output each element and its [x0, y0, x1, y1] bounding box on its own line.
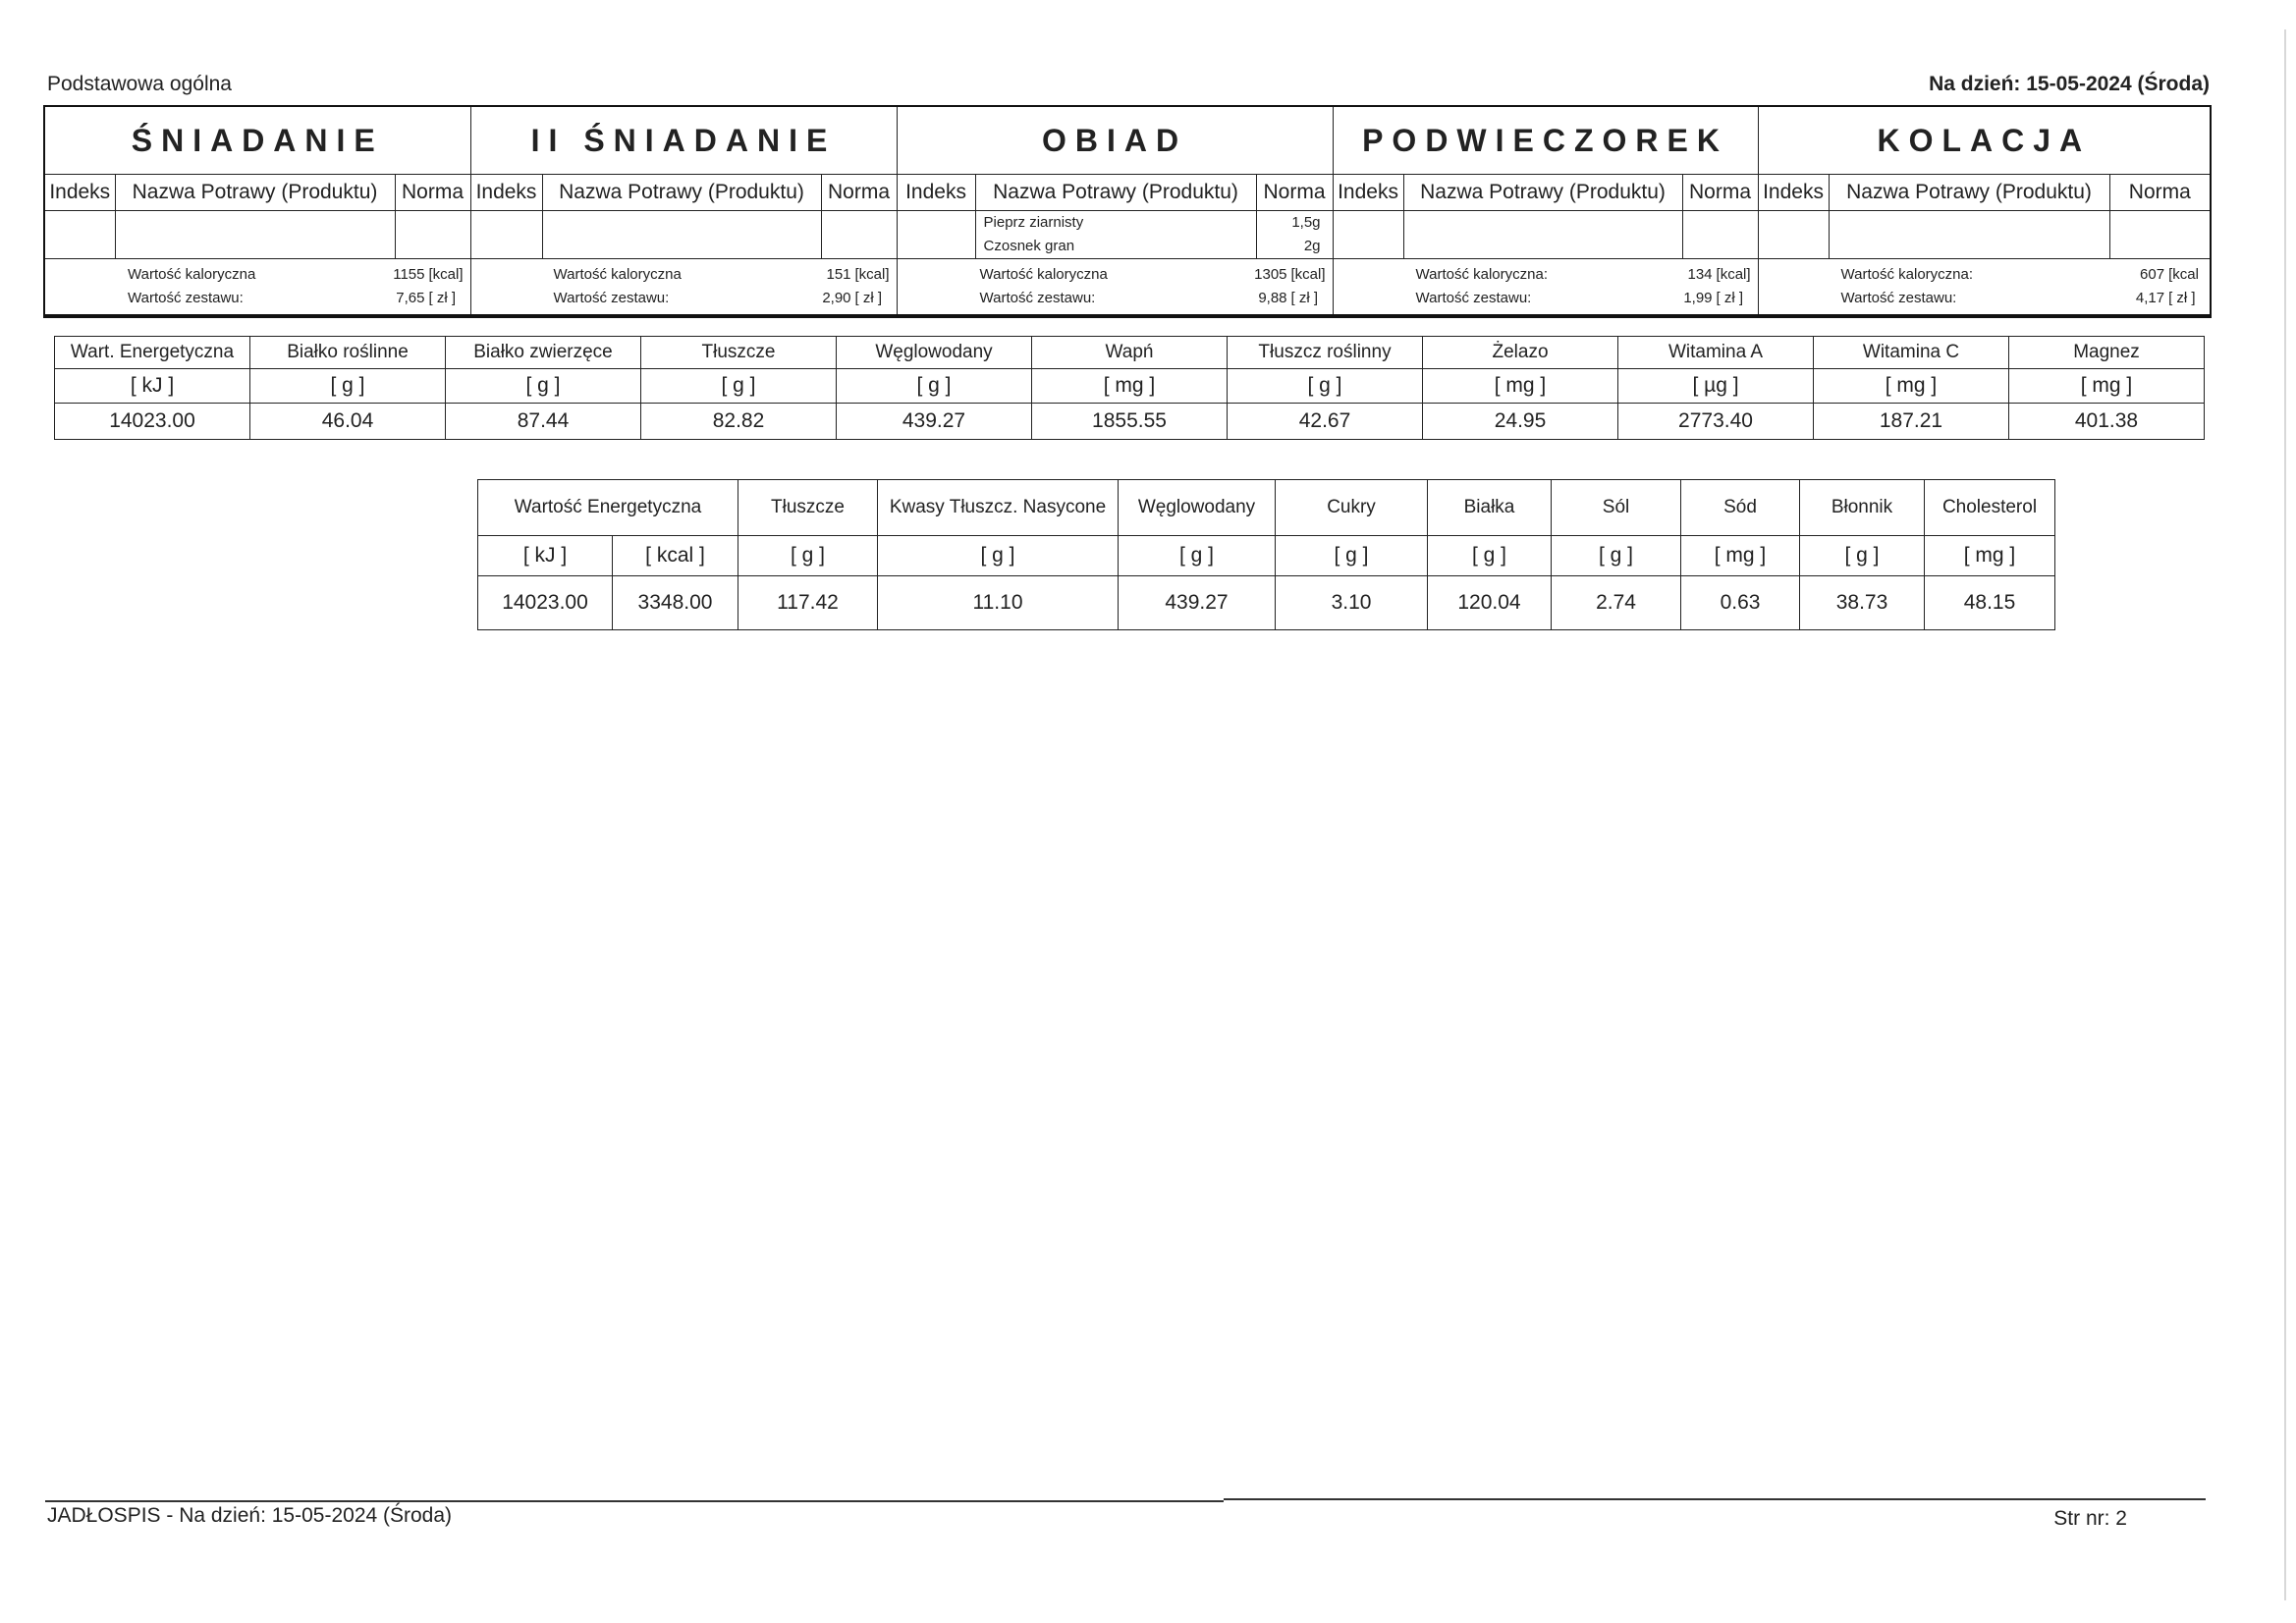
- col-header-name: Nazwa Potrawy (Produktu): [975, 175, 1256, 211]
- calorie-value: 607: [2140, 266, 2165, 283]
- footer-divider: [45, 1500, 1224, 1502]
- meal-products-row: [44, 211, 2211, 259]
- calorie-unit: [kcal]: [1716, 266, 1751, 283]
- nutrient-value: 2773.40: [1618, 404, 1814, 440]
- nutrient-header: Węglowodany: [1119, 480, 1276, 536]
- nutrient-header: Sód: [1681, 480, 1800, 536]
- meal-summary-row: [44, 259, 2211, 317]
- col-header-name: Nazwa Potrawy (Produktu): [1403, 175, 1682, 211]
- cost-unit: [ zł ]: [1716, 290, 1744, 306]
- nutrient-unit: [ g ]: [1428, 536, 1552, 576]
- product-name: Czosnek gran: [983, 238, 1075, 254]
- nutrient-value: 439.27: [1119, 576, 1276, 630]
- nutrient-unit: [ mg ]: [1423, 369, 1618, 404]
- product-index-cell: [897, 211, 975, 259]
- meal-summary-second-breakfast: [470, 259, 897, 317]
- nutrient-header: Błonnik: [1800, 480, 1925, 536]
- nutrient-value: 3348.00: [613, 576, 738, 630]
- nutrient-header-row: [478, 480, 2055, 536]
- footer-title: JADŁOSPIS - Na dzień: 15-05-2024 (Środa): [47, 1504, 453, 1527]
- nutrient-unit-row: [55, 369, 2205, 404]
- nutrient-value: 439.27: [837, 404, 1032, 440]
- meal-title-breakfast: ŚNIADANIE: [44, 106, 470, 175]
- cost-label: Wartość zestawu:: [553, 290, 670, 306]
- col-header-index: Indeks: [44, 175, 115, 211]
- col-header-norm: Norma: [2109, 175, 2211, 211]
- cost-value: 7,65: [396, 290, 425, 306]
- nutrient-value: 87.44: [446, 404, 641, 440]
- nutrient-unit: [ kcal ]: [613, 536, 738, 576]
- calorie-value: 151: [826, 266, 851, 283]
- meal-title-afternoon-snack: PODWIECZOREK: [1333, 106, 1758, 175]
- meal-column-header-row: [44, 175, 2211, 211]
- nutrient-unit: [ kJ ]: [55, 369, 250, 404]
- col-header-name: Nazwa Potrawy (Produktu): [542, 175, 821, 211]
- product-norm-cell: [821, 211, 897, 259]
- col-header-index: Indeks: [897, 175, 975, 211]
- product-index-cell: [1333, 211, 1403, 259]
- meal-table: [43, 105, 2212, 318]
- product-name-cell: [1403, 211, 1682, 259]
- product-norm: 2g: [1303, 238, 1321, 254]
- footer-divider: [1224, 1498, 2206, 1500]
- cost-value: 1,99: [1683, 290, 1713, 306]
- nutrient-value: 82.82: [641, 404, 837, 440]
- calorie-label: Wartość kaloryczna:: [1415, 266, 1548, 283]
- product-index-cell: [1758, 211, 1829, 259]
- nutrient-unit: [ g ]: [1276, 536, 1428, 576]
- menu-date-label: Na dzień: 15-05-2024 (Środa): [1929, 73, 2210, 95]
- nutrient-unit: [ g ]: [1552, 536, 1681, 576]
- col-header-name: Nazwa Potrawy (Produktu): [115, 175, 395, 211]
- nutrient-value: 11.10: [878, 576, 1119, 630]
- diet-type-label: Podstawowa ogólna: [47, 73, 232, 95]
- nutrient-unit: [ kJ ]: [478, 536, 613, 576]
- cost-value: 9,88: [1258, 290, 1287, 306]
- nutrient-unit: [ g ]: [250, 369, 446, 404]
- nutrient-value: 3.10: [1276, 576, 1428, 630]
- cost-value: 2,90: [822, 290, 851, 306]
- nutrient-header: Wapń: [1032, 337, 1228, 369]
- nutrient-header: Żelazo: [1423, 337, 1618, 369]
- nutrient-header: Węglowodany: [837, 337, 1032, 369]
- nutrient-value-row: [478, 576, 2055, 630]
- nutrient-header: Tłuszcze: [641, 337, 837, 369]
- nutrient-unit: [ µg ]: [1618, 369, 1814, 404]
- nutrient-header: Magnez: [2009, 337, 2205, 369]
- nutrient-header: Tłuszcz roślinny: [1228, 337, 1423, 369]
- calorie-value: 1305: [1254, 266, 1287, 283]
- calorie-label: Wartość kaloryczna:: [1840, 266, 1974, 283]
- cost-label: Wartość zestawu:: [1415, 290, 1532, 306]
- nutrient-unit: [ g ]: [641, 369, 837, 404]
- nutrient-unit: [ mg ]: [2009, 369, 2205, 404]
- product-norm-cell: [2109, 211, 2211, 259]
- meal-title-supper: KOLACJA: [1758, 106, 2211, 175]
- nutrient-unit: [ g ]: [738, 536, 878, 576]
- product-norm-cell: [1256, 211, 1333, 259]
- nutrient-value: 401.38: [2009, 404, 2205, 440]
- nutrient-value: 14023.00: [55, 404, 250, 440]
- product-name-cell: [1829, 211, 2109, 259]
- product-index-cell: [470, 211, 542, 259]
- nutrient-unit: [ g ]: [878, 536, 1119, 576]
- calorie-unit: [kcal]: [428, 266, 464, 283]
- cost-unit: [ zł ]: [854, 290, 883, 306]
- calorie-label: Wartość kaloryczna: [128, 266, 256, 283]
- calorie-unit: [kcal]: [854, 266, 890, 283]
- product-name-cell: [542, 211, 821, 259]
- cost-value: 4,17: [2135, 290, 2165, 306]
- calorie-label: Wartość kaloryczna: [979, 266, 1108, 283]
- nutrient-unit-row: [478, 536, 2055, 576]
- col-header-index: Indeks: [1333, 175, 1403, 211]
- calorie-unit: [kcal]: [1290, 266, 1326, 283]
- nutrient-table-summary: [477, 479, 2055, 630]
- nutrient-value: 117.42: [738, 576, 878, 630]
- calorie-unit: [kcal: [2168, 266, 2199, 283]
- nutrient-value: 24.95: [1423, 404, 1618, 440]
- nutrient-header-row: [55, 337, 2205, 369]
- meal-title-row: [44, 106, 2211, 175]
- nutrient-unit: [ mg ]: [1681, 536, 1800, 576]
- nutrient-unit: [ g ]: [837, 369, 1032, 404]
- product-norm-cell: [1682, 211, 1758, 259]
- nutrient-header: Witamina C: [1814, 337, 2009, 369]
- col-header-norm: Norma: [1256, 175, 1333, 211]
- nutrient-value: 14023.00: [478, 576, 613, 630]
- cost-unit: [ zł ]: [2168, 290, 2196, 306]
- nutrient-header: Białko zwierzęce: [446, 337, 641, 369]
- col-header-norm: Norma: [1682, 175, 1758, 211]
- nutrient-table-detailed: [54, 336, 2205, 440]
- nutrient-unit: [ g ]: [446, 369, 641, 404]
- nutrient-header: Witamina A: [1618, 337, 1814, 369]
- product-index-cell: [44, 211, 115, 259]
- nutrient-unit: [ mg ]: [1032, 369, 1228, 404]
- nutrient-unit: [ mg ]: [1925, 536, 2055, 576]
- nutrient-value-row: [55, 404, 2205, 440]
- nutrient-value: 120.04: [1428, 576, 1552, 630]
- product-norm: 1,5g: [1291, 214, 1321, 231]
- nutrient-value: 187.21: [1814, 404, 2009, 440]
- product-name: Pieprz ziarnisty: [983, 214, 1084, 231]
- calorie-label: Wartość kaloryczna: [553, 266, 682, 283]
- nutrient-header: Białko roślinne: [250, 337, 446, 369]
- nutrient-unit: [ g ]: [1800, 536, 1925, 576]
- nutrient-header: Cukry: [1276, 480, 1428, 536]
- col-header-index: Indeks: [470, 175, 542, 211]
- col-header-name: Nazwa Potrawy (Produktu): [1829, 175, 2109, 211]
- page-number: Str nr: 2: [2053, 1507, 2127, 1530]
- nutrient-header: Wart. Energetyczna: [55, 337, 250, 369]
- meal-summary-dinner: [897, 259, 1333, 317]
- meal-summary-afternoon-snack: [1333, 259, 1758, 317]
- calorie-value: 1155: [393, 266, 425, 283]
- meal-summary-supper: [1758, 259, 2211, 317]
- product-norm-cell: [395, 211, 470, 259]
- nutrient-value: 38.73: [1800, 576, 1925, 630]
- meal-title-second-breakfast: II ŚNIADANIE: [470, 106, 897, 175]
- scan-edge: [2284, 29, 2286, 1600]
- calorie-value: 134: [1687, 266, 1713, 283]
- cost-unit: [ zł ]: [428, 290, 457, 306]
- nutrient-header: Kwasy Tłuszcz. Nasycone: [878, 480, 1119, 536]
- col-header-norm: Norma: [821, 175, 897, 211]
- meal-title-dinner: OBIAD: [897, 106, 1333, 175]
- nutrient-value: 0.63: [1681, 576, 1800, 630]
- nutrient-value: 2.74: [1552, 576, 1681, 630]
- cost-label: Wartość zestawu:: [979, 290, 1096, 306]
- nutrient-header: Białka: [1428, 480, 1552, 536]
- col-header-index: Indeks: [1758, 175, 1829, 211]
- nutrient-unit: [ g ]: [1228, 369, 1423, 404]
- nutrient-header: Wartość Energetyczna: [478, 480, 738, 536]
- cost-label: Wartość zestawu:: [1840, 290, 1957, 306]
- nutrient-value: 46.04: [250, 404, 446, 440]
- cost-unit: [ zł ]: [1290, 290, 1319, 306]
- product-name-cell: [975, 211, 1256, 259]
- nutrient-value: 48.15: [1925, 576, 2055, 630]
- col-header-norm: Norma: [395, 175, 470, 211]
- cost-label: Wartość zestawu:: [128, 290, 244, 306]
- nutrient-header: Cholesterol: [1925, 480, 2055, 536]
- product-name-cell: [115, 211, 395, 259]
- nutrient-value: 42.67: [1228, 404, 1423, 440]
- nutrient-value: 1855.55: [1032, 404, 1228, 440]
- nutrient-unit: [ mg ]: [1814, 369, 2009, 404]
- nutrient-unit: [ g ]: [1119, 536, 1276, 576]
- meal-summary-breakfast: [44, 259, 470, 317]
- nutrient-header: Tłuszcze: [738, 480, 878, 536]
- nutrient-header: Sól: [1552, 480, 1681, 536]
